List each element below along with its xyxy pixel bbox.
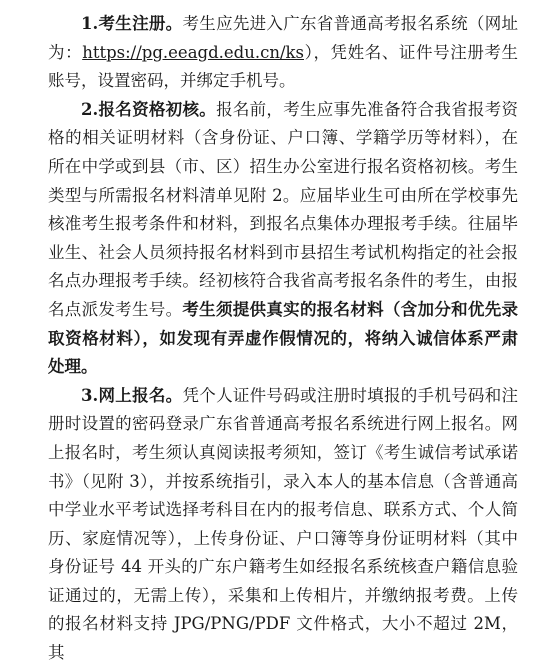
- eligibility-text: 报名前，考生应事先准备符合我省报考资格的相关证明材料（含身份证、户口簿、学籍学历等材料），在所在中学或到县（市、区）招生办公室进行报名资格初核。考生类型与所需报名材料清单见附 2。应届毕业生可由所在学校事先核准考生报考条件和材料，到报名点集体办理报考手续。往届毕业生、社会人员须持报名材料到市县招生考试机构指定的社会报名点办理报考手续。经初核符合我省高考报名条件的考生，由报名点派发考生号。: [48, 99, 519, 319]
- heading-registration: 1.考生注册。: [81, 14, 183, 33]
- registration-text: 考生应先进入广东省普通高考报名系统（网址为：: [48, 14, 519, 62]
- heading-eligibility: 2.报名资格初核。: [81, 99, 217, 119]
- online-registration-text: 凭个人证件号码或注册时填报的手机号码和注册时设置的密码登录广东省普通高考报名系统进行网上报名。网上报名时，考生须认真阅读报考须知，签订《考生诚信考试承诺书》（见附 3），并按系统指引，录入本人的基本信息（含普通高中学业水平考试选择考科目在内的报考信息、联系方式、个人简历、家庭情况等），上传身份证、户口簿等身份证明材料（其中身份证号 44 开头的广东户籍考生如经报名系统核查户籍信息验证通过的，无需上传），采集和上传相片，并缴纳报考费。上传的报名材料支持 JPG/PNG/PDF 文件格式，大小不超过 2M，其: [48, 385, 519, 663]
- eligibility-notice: 考生须提供真实的报名材料（含加分和优先录取资格材料），如发现有弄虚作假情况的，将纳入诚信体系严肃处理。: [48, 299, 519, 377]
- paragraph-registration: [48, 10, 518, 96]
- paragraph-eligibility: [48, 96, 518, 382]
- heading-online-registration: 3.网上报名。: [81, 385, 183, 405]
- paragraph-online-registration: [48, 382, 518, 668]
- registration-url-link[interactable]: https://pg.eeagd.edu.cn/ks: [82, 42, 304, 62]
- registration-text-end: ），凭姓名、证件号注册考生账号，设置密码，并绑定手机号。: [48, 42, 519, 91]
